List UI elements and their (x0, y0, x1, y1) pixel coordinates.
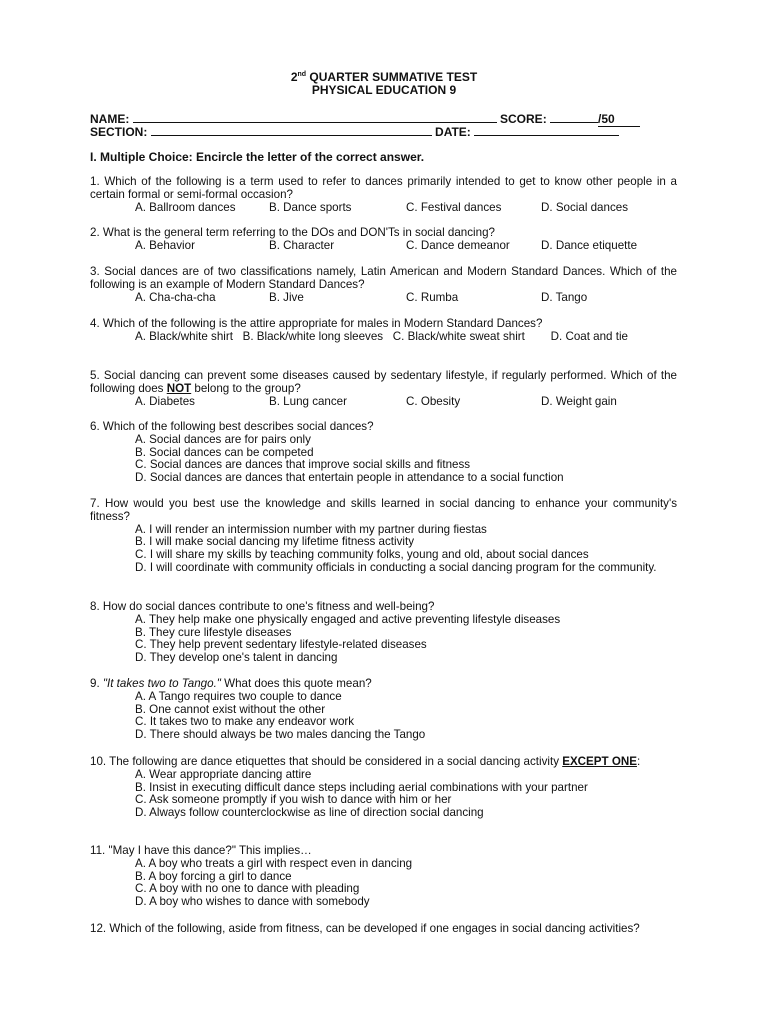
question-stem: 7. How would you best use the knowledge and skills learned in social dancing to enhance your community's fitness? (90, 497, 677, 523)
option-d[interactable]: D. They develop one's talent in dancing (135, 651, 338, 665)
option-b[interactable]: B. They cure lifestyle diseases (135, 625, 292, 639)
option-a[interactable]: A. Behavior (135, 238, 195, 252)
question-9 (90, 678, 677, 742)
instruction-heading: I. Multiple Choice: Encircle the letter of the correct answer. (90, 150, 425, 164)
options-row (90, 396, 677, 409)
option-a[interactable]: A. I will render an intermission number with my partner during fiestas (135, 522, 487, 536)
options-row (90, 202, 677, 215)
option-a[interactable]: A. A Tango requires two couple to dance (135, 689, 342, 703)
option-b[interactable]: B. Character (269, 238, 335, 252)
name-label: NAME: (90, 112, 130, 126)
option-b[interactable]: B. Black/white long sleeves (242, 329, 384, 343)
stem-text: 10. The following are dance etiquettes that should be considered in a social dancing activity (90, 755, 563, 768)
option-c[interactable]: C. I will share my skills by teaching community folks, young and old, about social dances (135, 548, 589, 562)
question-stem: 6. Which of the following best describes social dances? (90, 420, 374, 433)
option-a[interactable]: A. Black/white shirt (135, 329, 233, 343)
title-ordinal: 2 (290, 70, 298, 84)
question-stem: 12. Which of the following, aside from fitness, can be developed if one engages in social dancing activities? (90, 922, 640, 935)
option-a[interactable]: A. Wear appropriate dancing attire (135, 767, 312, 781)
question-stem: 4. Which of the following is the attire appropriate for males in Modern Standard Dances? (90, 317, 543, 330)
date-label: DATE: (435, 125, 471, 139)
stem-emphasis: EXCEPT ONE (562, 755, 637, 768)
option-c[interactable]: C. Ask someone promptly if you wish to dance with him or her (135, 793, 452, 807)
option-d-wrap (90, 562, 677, 575)
option-a[interactable]: A. Ballroom dances (135, 200, 236, 214)
option-c[interactable]: C. Festival dances (406, 200, 502, 214)
score-label: SCORE: (500, 112, 547, 126)
section-date-line (90, 124, 682, 139)
question-3 (90, 266, 677, 304)
option-c[interactable]: C. It takes two to make any endeavor work (135, 715, 355, 729)
test-subtitle: PHYSICAL EDUCATION 9 (311, 83, 457, 97)
score-blank[interactable] (550, 111, 598, 123)
option-b[interactable]: B. A boy forcing a girl to dance (135, 869, 292, 883)
option-d[interactable]: D. Social dances are dances that entertain people in attendance to a social function (135, 471, 564, 485)
date-blank[interactable] (474, 124, 619, 136)
option-a[interactable]: A. They help make one physically engaged and active preventing lifestyle diseases (135, 612, 561, 626)
option-c[interactable]: C. Social dances are dances that improve social skills and fitness (135, 458, 471, 472)
question-7 (90, 498, 677, 575)
option-d[interactable]: D. Dance etiquette (541, 238, 638, 252)
option-b[interactable]: B. Social dances can be competed (135, 445, 314, 459)
stem-text-end: : (636, 755, 641, 768)
option-a[interactable]: A. A boy who treats a girl with respect even in dancing (135, 856, 413, 870)
question-stem: 11. "May I have this dance?" This implies… (90, 844, 312, 857)
option-c[interactable]: C. Rumba (406, 290, 459, 304)
option-b[interactable]: B. Jive (269, 290, 304, 304)
question-stem (90, 678, 677, 691)
stem-emphasis: NOT (166, 381, 192, 395)
option-a[interactable]: A. Social dances are for pairs only (135, 432, 311, 446)
stem-text-end: belong to the group? (191, 381, 301, 395)
option-d[interactable]: D. Weight gain (541, 394, 617, 408)
question-11 (90, 845, 677, 909)
question-stem: 3. Social dances are of two classifications namely, Latin American and Modern Standard Dances. Which of the following is an example of Modern Standard Dances? (90, 265, 677, 291)
option-d[interactable]: D. Always follow counterclockwise as line of direction social dancing (135, 806, 484, 820)
title-ordinal-suffix: nd (297, 71, 307, 78)
options-row (90, 240, 677, 253)
option-d[interactable]: D. I will coordinate with community officials in conducting a social dancing program for the community. (135, 560, 657, 574)
option-d[interactable]: D. Coat and tie (550, 329, 628, 343)
question-1 (90, 176, 677, 214)
question-6 (90, 421, 677, 485)
options-row (90, 331, 677, 344)
option-d[interactable]: D. Tango (541, 290, 588, 304)
option-b[interactable]: B. Lung cancer (269, 394, 347, 408)
stem-text: What does this quote mean? (220, 677, 372, 690)
question-5 (90, 370, 677, 408)
section-blank[interactable] (151, 124, 432, 136)
option-c[interactable]: C. Obesity (406, 394, 461, 408)
question-10 (90, 756, 677, 820)
option-c[interactable]: C. They help prevent sedentary lifestyle-related diseases (135, 638, 427, 652)
question-stem: 2. What is the general term referring to the DOs and DON'Ts in social dancing? (90, 226, 495, 239)
question-stem: 1. Which of the following is a term used to refer to dances primarily intended to get to know other people in a certain formal or semi-formal occasion? (90, 175, 677, 201)
question-stem: 8. How do social dances contribute to one's fitness and well-being? (90, 600, 435, 613)
options-row (90, 292, 677, 305)
option-b[interactable]: B. Dance sports (269, 200, 352, 214)
option-a[interactable]: A. Cha-cha-cha (135, 290, 216, 304)
option-a[interactable]: A. Diabetes (135, 394, 195, 408)
option-b[interactable]: B. Insist in executing difficult dance steps including aerial combinations with your partner (135, 780, 588, 794)
option-b[interactable]: B. One cannot exist without the other (135, 702, 326, 716)
title-text: QUARTER SUMMATIVE TEST (306, 70, 478, 84)
option-d[interactable]: D. A boy who wishes to dance with somebody (135, 895, 370, 909)
name-blank[interactable] (133, 111, 497, 123)
question-8 (90, 601, 677, 665)
stem-number: 9. (90, 677, 103, 690)
option-c[interactable]: C. Black/white sweat shirt (392, 329, 525, 343)
stem-quote: "It takes two to Tango." (102, 677, 221, 690)
question-2 (90, 227, 677, 253)
score-total: /50 (598, 113, 640, 127)
question-stem (90, 370, 677, 396)
stem-text: 5. Social dancing can prevent some diseases caused by sedentary lifestyle, if regularly performed. Which of the following does (90, 369, 677, 395)
question-stem (90, 756, 677, 769)
test-title (0, 71, 768, 84)
question-12 (90, 923, 677, 936)
question-4 (90, 318, 677, 344)
option-d[interactable]: D. Social dances (541, 200, 628, 214)
section-label: SECTION: (90, 125, 148, 139)
option-b[interactable]: B. I will make social dancing my lifetime fitness activity (135, 535, 414, 549)
option-d[interactable]: D. There should always be two males dancing the Tango (135, 728, 426, 742)
option-c[interactable]: C. A boy with no one to dance with pleading (135, 882, 360, 896)
option-c[interactable]: C. Dance demeanor (406, 238, 510, 252)
